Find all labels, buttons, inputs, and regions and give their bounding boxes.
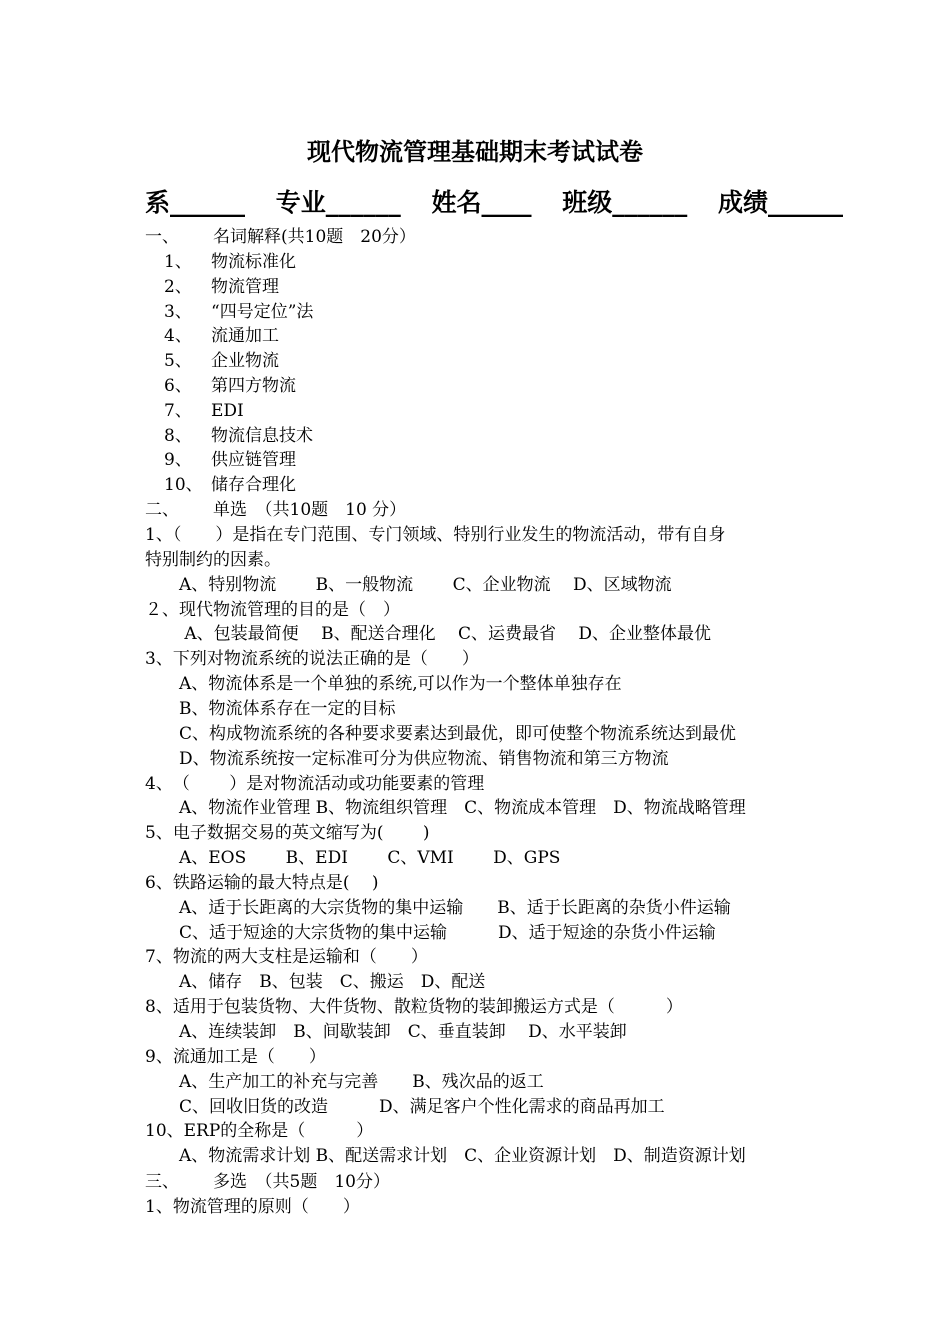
question-line: 5、电子数据交易的英文缩写为( ) — [145, 823, 430, 844]
question-line: 9、流通加工是（ ） — [145, 1046, 326, 1067]
question-line: 1、（ ）是指在专门范围、专门领域、特别行业发生的物流活动，带有自身 — [145, 525, 726, 545]
term-text: 第四方物流 — [211, 376, 296, 396]
section-number: 三、 — [145, 1172, 179, 1192]
question-line: A、储存 B、包装 C、搬运 D、配送 — [145, 972, 486, 993]
term-number: 1、 — [164, 252, 192, 272]
term-text: 储存合理化 — [211, 475, 296, 496]
question-line: A、EOS B、EDI C、VMI D、GPS — [145, 848, 561, 869]
term-number: 3、 — [164, 301, 192, 322]
question-line: 7、物流的两大支柱是运输和（ ） — [145, 947, 428, 968]
major-field: 专业______ — [275, 188, 401, 217]
question-line: 3、下列对物流系统的说法正确的是（ ） — [145, 649, 479, 670]
question-line: 特别制约的因素。 — [145, 549, 281, 570]
term-item — [164, 399, 244, 423]
term-text: 企业物流 — [211, 351, 279, 372]
section-heading-3 — [145, 1170, 390, 1194]
section-heading-2 — [145, 498, 406, 522]
term-item — [164, 275, 279, 299]
section-number: 一、 — [145, 227, 179, 247]
section-title: 名词解释(共10题 20分） — [213, 227, 416, 247]
name-field: 姓名____ — [431, 188, 532, 217]
section-title: 单选 （共10题 10 分） — [213, 500, 407, 520]
term-item — [164, 300, 313, 324]
term-number: 5、 — [164, 351, 192, 372]
term-item — [164, 473, 296, 497]
question-line: A、特别物流 B、一般物流 C、企业物流 D、区域物流 — [145, 574, 672, 595]
term-item — [164, 448, 296, 472]
question-line: ２、现代物流管理的目的是（ ） — [145, 599, 400, 620]
question-line: A、物流作业管理 B、物流组织管理 C、物流成本管理 D、物流战略管理 — [145, 798, 746, 819]
term-number: 4、 — [164, 326, 192, 347]
page-title: 现代物流管理基础期末考试试卷 — [307, 138, 643, 166]
term-text: EDI — [211, 400, 244, 421]
question-line: B、物流体系存在一定的目标 — [145, 698, 396, 719]
term-text: 物流管理 — [211, 276, 279, 297]
section-heading-1 — [145, 225, 416, 249]
term-text: 物流标准化 — [211, 252, 296, 272]
term-item — [164, 250, 296, 274]
department-field: 系______ — [145, 188, 246, 217]
question-line: A、物流体系是一个单独的系统,可以作为一个整体单独存在 — [145, 674, 622, 695]
question-line: 8、适用于包装货物、大件货物、散粒货物的装卸搬运方式是（ ） — [145, 997, 683, 1018]
question-line: C、回收旧货的改造 D、满足客户个性化需求的商品再加工 — [145, 1096, 665, 1117]
term-item — [164, 349, 279, 373]
question-line: C、适于短途的大宗货物的集中运输 D、适于短途的杂货小件运输 — [145, 922, 716, 943]
question-line: 4、 （ ）是对物流活动或功能要素的管理 — [145, 773, 485, 794]
question-line: A、适于长距离的大宗货物的集中运输 B、适于长距离的杂货小件运输 — [145, 897, 731, 918]
question-line: 6、铁路运输的最大特点是( ) — [145, 872, 379, 893]
section-title: 多选 （共5题 10分） — [213, 1172, 390, 1192]
term-item — [164, 424, 313, 448]
term-number: 2、 — [164, 276, 192, 297]
term-item — [164, 324, 279, 348]
question-line: 1、物流管理的原则（ ） — [145, 1197, 360, 1217]
question-line: A、生产加工的补充与完善 B、残次品的返工 — [145, 1071, 544, 1092]
term-text: 供应链管理 — [211, 450, 296, 471]
term-item — [164, 374, 296, 398]
score-field: 成绩______ — [717, 188, 843, 217]
term-text: “四号定位”法 — [211, 301, 314, 322]
question-line: D、物流系统按一定标准可分为供应物流、销售物流和第三方物流 — [145, 748, 669, 769]
question-line: C、构成物流系统的各种要求要素达到最优，即可使整个物流系统达到最优 — [145, 723, 737, 744]
question-line: 10、ERP的全称是（ ） — [145, 1121, 374, 1142]
term-number: 8、 — [164, 425, 192, 446]
student-info-row — [145, 183, 845, 219]
question-line: A、连续装卸 B、间歇装卸 C、垂直装卸 D、水平装卸 — [145, 1022, 627, 1042]
section-number: 二、 — [145, 500, 179, 520]
class-field: 班级______ — [562, 188, 688, 217]
term-text: 物流信息技术 — [211, 425, 313, 446]
term-number: 7、 — [164, 400, 192, 421]
term-number: 10、 — [164, 475, 203, 496]
term-number: 6、 — [164, 376, 192, 396]
term-number: 9、 — [164, 450, 192, 471]
term-text: 流通加工 — [211, 326, 279, 347]
question-line: A、物流需求计划 B、配送需求计划 C、企业资源计划 D、制造资源计划 — [145, 1146, 746, 1167]
question-line: A、包装最简便 B、配送合理化 C、运费最省 D、企业整体最优 — [145, 624, 712, 645]
